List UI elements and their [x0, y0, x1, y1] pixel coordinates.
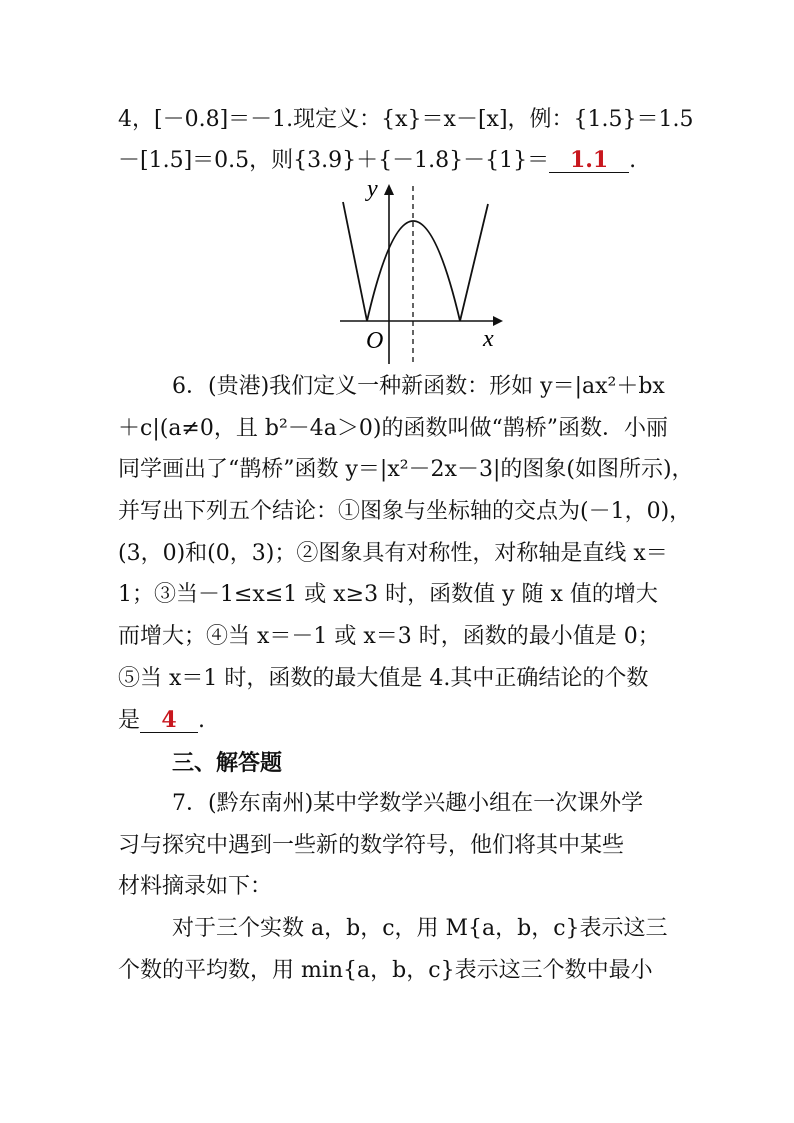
problem5-answer: 1.1	[549, 148, 629, 173]
problem6-line-e: (3，0)和(0，3)；②图象具有对称性，对称轴是直线 x＝	[118, 541, 668, 566]
problem6-line-i-text: 是	[118, 708, 141, 733]
problem7-line-c: 材料摘录如下：	[118, 874, 273, 899]
y-axis-label: y	[367, 176, 378, 202]
curve-right-branch	[460, 204, 488, 321]
problem6-line-f: 1；③当－1≤x≤1 或 x≥3 时，函数值 y 随 x 值的增大	[118, 582, 658, 607]
problem6-line-g: 而增大；④当 x＝－1 或 x＝3 时，函数的最小值是 0；	[118, 624, 660, 649]
origin-label: O	[366, 328, 384, 354]
problem7-line-e: 个数的平均数，用 min{a，b，c}表示这三个数中最小	[118, 958, 653, 983]
problem6-line-h: ⑤当 x＝1 时，函数的最大值是 4.其中正确结论的个数	[118, 666, 649, 691]
section-heading: 三、解答题	[172, 750, 283, 776]
x-axis-arrow	[493, 316, 503, 326]
problem5-line2-end: .	[629, 148, 637, 173]
problem6-answer: 4	[140, 708, 198, 733]
problem6-line-a: 6．(贵港)我们定义一种新函数：形如 y＝|ax²＋bx	[172, 374, 665, 399]
problem6-line-i-end: .	[198, 708, 206, 733]
problem6-line-c: 同学画出了“鹊桥”函数 y＝|x²－2x－3|的图象(如图所示)，	[118, 457, 694, 482]
problem5-line1: 4，[－0.8]＝－1.现定义：{x}＝x－[x]，例：{1.5}＝1.5	[118, 107, 694, 132]
x-axis-label: x	[483, 326, 494, 352]
problem6-line-b: ＋c|(a≠0，且 b²－4a＞0)的函数叫做“鹊桥”函数．小丽	[118, 416, 668, 441]
problem7-line-a: 7．(黔东南州)某中学数学兴趣小组在一次课外学	[172, 791, 644, 816]
problem6-line-i	[118, 706, 205, 736]
problem5-line2	[118, 146, 636, 176]
y-axis-arrow	[384, 184, 394, 195]
problem7-line-d: 对于三个实数 a，b，c，用 M{a，b，c}表示这三	[172, 916, 668, 941]
problem6-line-d: 并写出下列五个结论：①图象与坐标轴的交点为(－1，0)，	[118, 499, 692, 524]
problem5-line2-text: －[1.5]＝0.5，则{3.9}＋{－1.8}－{1}＝	[118, 148, 550, 173]
function-graph	[335, 176, 510, 368]
curve-left-branch	[343, 202, 367, 321]
problem7-line-b: 习与探究中遇到一些新的数学符号，他们将其中某些	[118, 833, 625, 858]
